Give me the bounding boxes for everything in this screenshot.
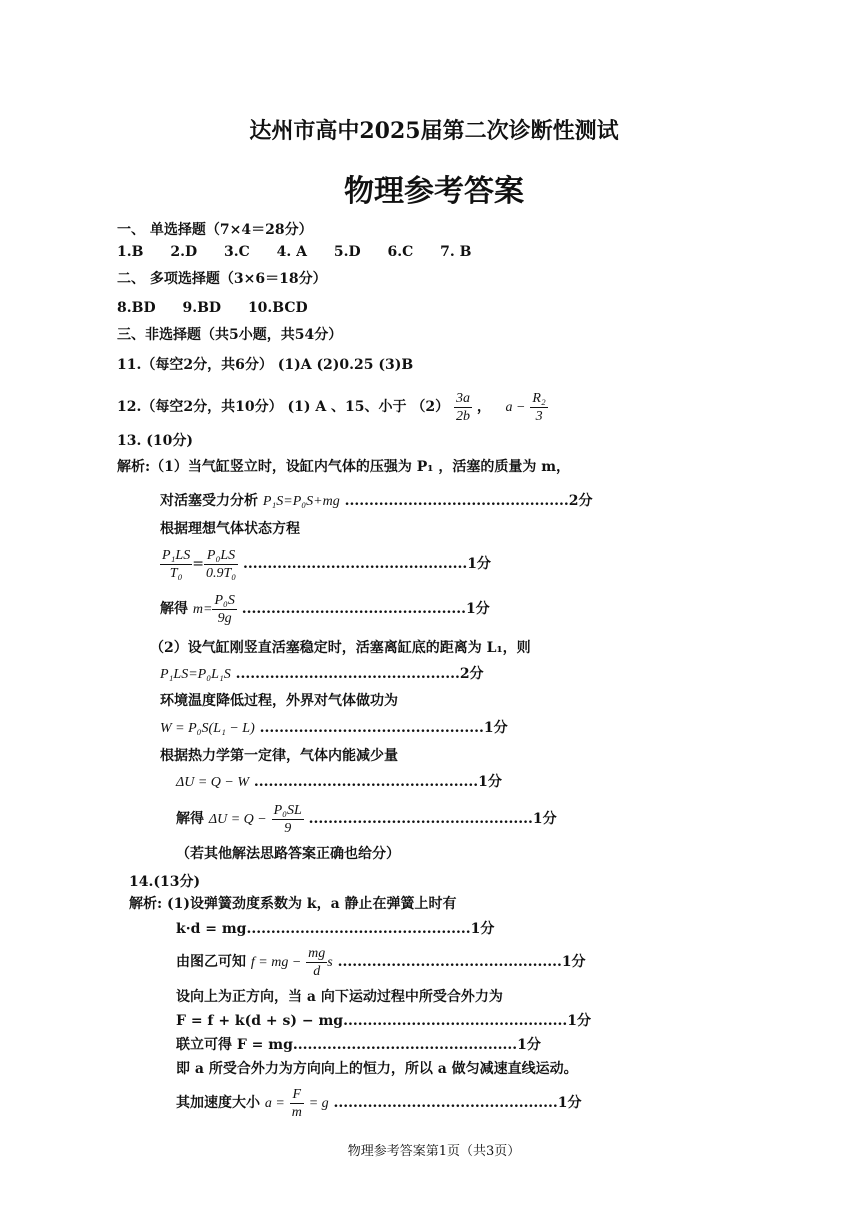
q13-l7-score: ..............................................2分 [230,666,484,682]
q14-line-5: F = f + k(d + s) − mg..............................................1分 [176,1013,592,1029]
q13-l5-m: m= [192,602,213,617]
q14-line-1: 解析: (1)设弹簧劲度系数为 k，a 静止在弹簧上时有 [129,896,457,912]
q14-l3-score: ..............................................1分 [332,954,586,970]
answer-5: 5.D [333,244,361,260]
document-title: 达州市高中2025届第二次诊断性测试 [249,118,619,144]
q13-l5-text: 解得 [160,601,193,617]
q13-l11-score: ..............................................1分 [249,774,502,790]
q13-title: 13. (10分) [117,433,193,449]
q14-l3-fraction: $\frac{mg}{d}$ [308,945,326,979]
q13-l12-equation: ΔU = Q − [208,812,267,827]
answer-10: 10.BCD [247,300,308,316]
q13-line-2 [160,491,593,512]
q14-title: 14.(13分) [129,874,201,890]
q14-line-7: 即 a 所受合外力为方向向上的恒力，所以 a 做匀减速直线运动。 [176,1061,578,1077]
q13-l5-score: ..............................................1分 [236,601,490,617]
q13-l7-equation: P₁LS=P₀L₁S [160,667,231,682]
answer-1: 1.B [117,244,144,260]
page-footer: 物理参考答案第1页（共3页） [347,1144,521,1159]
q13-line-6: （2）设气缸刚竖直活塞稳定时，活塞离缸底的距离为 L₁，则 [150,640,531,656]
q13-line-9 [160,718,508,739]
q12-expr-a: a − [505,400,526,415]
q14-l3-equation: f = mg − [250,955,302,970]
q14-line-3 [176,943,586,982]
q13-line-4 [160,545,491,583]
q14-l3-text: 由图乙可知 [176,954,251,970]
q13-line-3: 根据理想气体状态方程 [160,521,300,537]
q13-l9-equation: W = P₀S(L₁ − L) [160,721,255,736]
q13-l5-fraction: $\frac{\text{P₀S}}{9g}$ [214,592,235,626]
answer-3: 3.C [223,244,250,260]
answer-7: 7. B [440,244,472,260]
q14-line-6: 联立可得 F = mg..............................................1分 [176,1037,541,1053]
q13-l2-text: 对活塞受力分析 [160,493,263,509]
q14-line-4: 设向上为正方向，当 a 向下运动过程中所受合外力为 [176,989,503,1005]
q14-l3-s: s [327,955,333,970]
q13-l12-score: ..............................................1分 [303,811,557,827]
q14-l8-text: 其加速度大小 [176,1095,265,1111]
document-subtitle: 物理参考答案 [344,174,524,209]
q13-line-8: 环境温度降低过程，外界对气体做功为 [160,693,398,709]
q12-fraction-1: $\frac{3a}{2b}$ [456,390,471,424]
q14-l8-score: ..............................................1分 [328,1095,582,1111]
q13-l4-score: ..............................................1分 [238,556,491,572]
q13-l4-fraction-2: $\frac{\text{P₀LS}}{\text{0.9T₀}}$ [205,547,237,581]
answer-9: 9.BD [182,300,222,316]
q12-answer [117,388,548,427]
q13-l2-score: ..............................................2分 [339,493,593,509]
q12-separator: ， [476,399,491,415]
q13-l4-equals: = [192,556,204,572]
q14-line-8 [176,1084,581,1123]
q13-l11-equation: ΔU = Q − W [176,775,249,790]
section-1-heading: 一、 单选择题（7×4＝28分） [117,222,313,238]
q13-l9-score: ..............................................1分 [254,720,508,736]
q13-line-5 [160,590,490,629]
section-2-answers [117,298,308,318]
q13-line-10: 根据热力学第一定律，气体内能减少量 [160,748,398,764]
q13-l12-fraction: $\frac{\text{P₀SL}}{9}$ [273,802,302,836]
section-2-heading: 二、 多项选择题（3×6＝18分） [117,271,327,287]
q13-line-12 [176,800,557,839]
q13-line-7 [160,664,484,685]
q13-note: （若其他解法思路答案正确也给分） [176,846,400,862]
q13-l12-text: 解得 [176,811,209,827]
q14-l8-fraction: $\frac{F}{m}$ [291,1086,302,1120]
q14-line-2: k·d = mg..............................................1分 [176,921,495,937]
answer-6: 6.C [387,244,414,260]
q11-answer: 11.（每空2分，共6分） (1)A (2)0.25 (3)B [117,357,414,373]
q12-text: 12.（每空2分，共10分） (1) A 、15、小于 （2） [117,399,450,415]
q13-line-11 [176,772,502,793]
q13-l4-fraction-1: $\frac{\text{P₁LS}}{\text{T₀}}$ [162,547,191,581]
q14-l8-equation-1: a = [264,1096,285,1111]
q12-fraction-2: $\frac{\text{R₂}}{3}$ [532,390,546,424]
answer-2: 2.D [170,244,198,260]
section-3-heading: 三、非选择题（共5小题，共54分） [117,327,343,343]
q13-l2-equation: P₁S=P₀S+mg [262,494,340,509]
answer-4: 4. A [276,244,307,260]
q13-line-1: 解析:（1）当气缸竖立时，设缸内气体的压强为 P₁ ，活塞的质量为 m， [117,459,571,475]
answer-8: 8.BD [117,300,156,316]
section-1-answers [117,242,471,262]
q14-l8-equation-2: = g [308,1096,329,1111]
